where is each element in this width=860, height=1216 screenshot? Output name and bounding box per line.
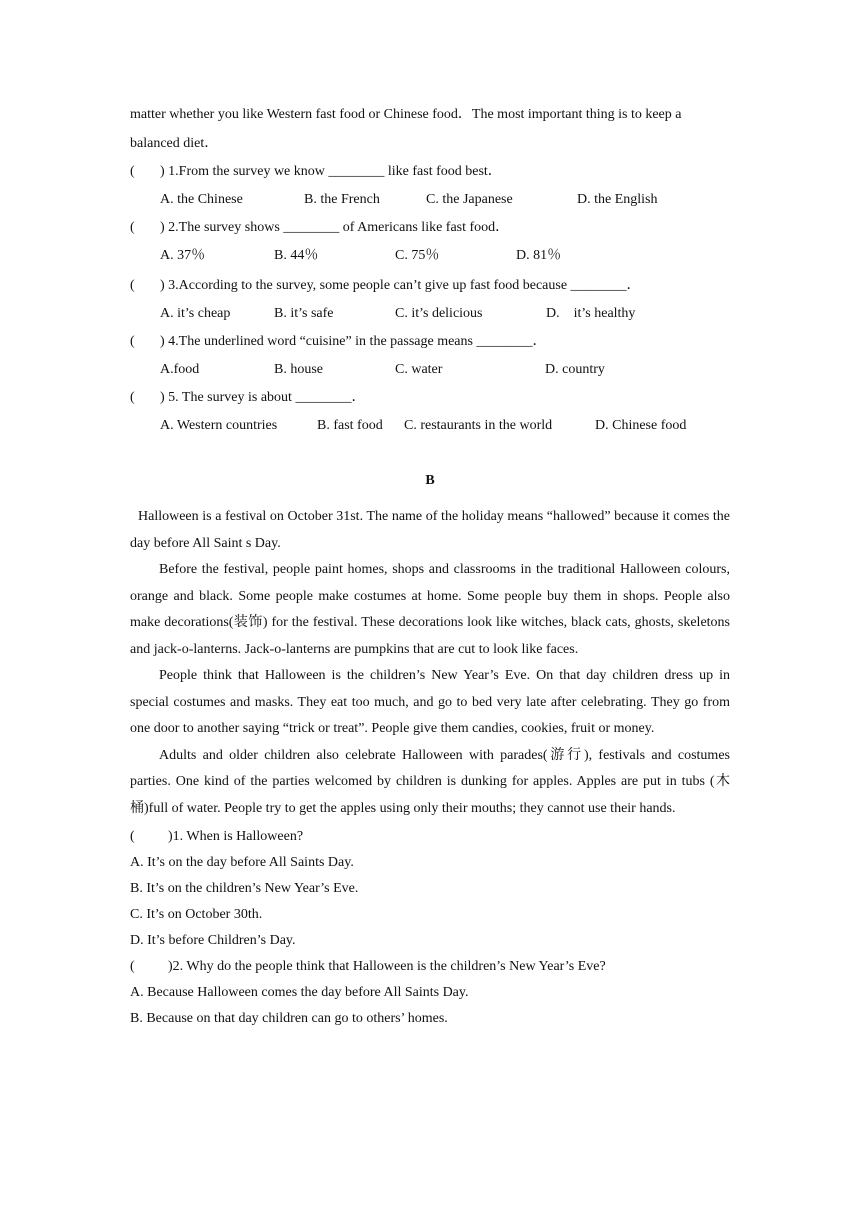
options-a2 [130,242,730,270]
passage-b-paragraph-1: Halloween is a festival on October 31st. The name of the holiday means “hallowed” because it comes the day before All Saint s Day. [130,509,730,551]
option-a: A. it’s cheap [160,306,231,321]
option-d: D. country [545,362,605,377]
option-b: B. the French [304,192,380,207]
option-a: A. the Chinese [160,192,243,207]
question-stem: 1.From the survey we know ________ like fast food best． [168,164,502,179]
question-a5 [130,384,730,412]
option-a: A. Western countries [160,418,278,433]
answer-paren: ( [130,829,135,844]
option-b: B. fast food [317,418,383,433]
passage-b [130,504,730,822]
option-d: D. the English [577,192,658,207]
passage-b-paragraph-4: Adults and older children also celebrate Halloween with parades(游行), festivals and costumes parties. One kind of the parties welcomed by children is dunking for apples. Apples are put in tubs (木桶)full of water. People try to get the apples using only their mouths; they cannot use their hands. [130,747,730,816]
option-c: C. It’s on October 30th. [130,907,263,922]
answer-paren: ( [130,220,135,235]
answer-paren: ( [130,334,135,349]
passage-line: balanced diet． [130,136,219,151]
answer-paren: ( [130,959,135,974]
option-a: A. 37％ [160,248,206,263]
question-b2 [130,954,730,980]
question-b1 [130,824,730,850]
answer-paren-close: ) [168,959,173,974]
passage-b-paragraph-2: Before the festival, people paint homes, shops and classrooms in the traditional Halloween colours, orange and black. Some people make costumes at home. Some people buy them in shops. People also make decorations(装饰) for the festival. These decorations look like witches, black cats, ghosts, skeletons and jack-o-lanterns. Jack-o-lanterns are pumpkins that are cut to look like faces. [130,562,730,657]
answer-paren: ( [130,164,135,179]
question-stem: 3.According to the survey, some people can’t give up fast food because ________． [168,278,641,293]
question-stem: 5. The survey is about ________． [168,390,366,405]
question-a2 [130,214,730,242]
question-a4 [130,328,730,356]
option-b: B. 44％ [274,248,319,263]
option-d: D. 81％ [516,248,562,263]
question-stem: 4.The underlined word “cuisine” in the passage means ________． [168,334,547,349]
passage-b-paragraph-3: People think that Halloween is the children’s New Year’s Eve. On that day children dress up in special costumes and masks. They eat too much, and go to bed very late after celebrating. They go from one door to another saying “trick or treat”. People give them candies, cookies, fruit or money. [130,668,730,736]
question-stem: 2.The survey shows ________ of Americans like fast food． [168,220,510,235]
option-c: C. 75％ [395,248,440,263]
passage-a-tail [130,100,730,158]
question-a3 [130,272,730,300]
question-a1 [130,158,730,186]
question-stem: 1. When is Halloween? [172,829,304,844]
option-c: C. restaurants in the world [404,418,553,433]
option-a: A. It’s on the day before All Saints Day. [130,855,354,870]
option-b: B. it’s safe [274,306,334,321]
answer-paren: ( [130,278,135,293]
option-d: D. It’s before Children’s Day. [130,933,296,948]
options-a3 [130,300,730,328]
option-b: B. house [274,362,323,377]
option-d: D. Chinese food [595,418,687,433]
option-a: A. Because Halloween comes the day before All Saints Day. [130,985,469,1000]
option-d: D. it’s healthy [546,306,636,321]
answer-paren-close: ) [160,278,165,293]
answer-paren-close: ) [160,334,165,349]
options-a5 [130,412,730,440]
questions-b [130,824,730,1032]
section-b-title: B [425,473,435,488]
questions-a [130,158,730,440]
option-c: C. it’s delicious [395,306,483,321]
passage-line: matter whether you like Western fast food or Chinese food．The most important thing is to keep a [130,107,682,122]
options-a4 [130,356,730,384]
answer-paren-close: ) [160,220,165,235]
option-a: A.food [160,362,200,377]
answer-paren-close: ) [168,829,173,844]
option-c: C. the Japanese [426,192,513,207]
option-b: B. It’s on the children’s New Year’s Eve. [130,881,359,896]
option-c: C. water [395,362,443,377]
option-b: B. Because on that day children can go to others’ homes. [130,1011,448,1026]
answer-paren-close: ) [160,390,165,405]
document-page [130,100,730,1032]
question-stem: 2. Why do the people think that Halloween is the children’s New Year’s Eve? [172,959,606,974]
answer-paren: ( [130,390,135,405]
options-a1 [130,186,730,214]
answer-paren-close: ) [160,164,165,179]
